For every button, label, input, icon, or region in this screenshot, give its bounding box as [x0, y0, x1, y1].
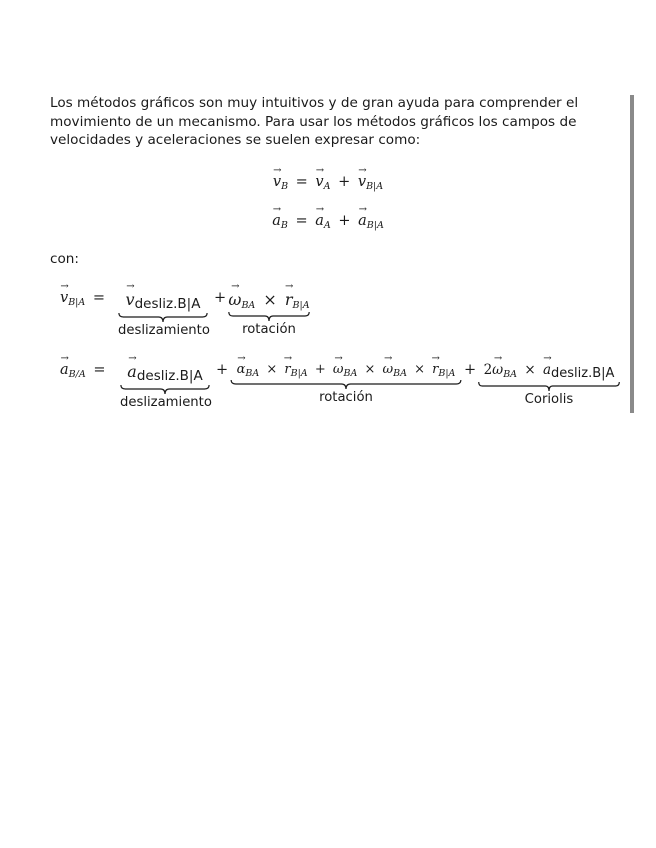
rotation-label: rotación [242, 322, 296, 337]
subscript: B|A [292, 300, 310, 311]
vector-alpha: → α [237, 362, 246, 377]
sliding-label: deslizamiento [118, 323, 210, 338]
subscript: B|A [290, 368, 308, 379]
equals-sign: = [295, 174, 308, 190]
subscript: desliz.B|A [136, 368, 203, 384]
plus-sign: + [464, 362, 477, 378]
subscript: B|A [366, 220, 384, 231]
rotation-term [228, 290, 310, 337]
con-label: con: [50, 251, 79, 267]
subscript: BA [241, 300, 256, 311]
vector-v: → v [273, 174, 281, 190]
subscript: BA [343, 368, 358, 379]
sliding-term [120, 362, 210, 410]
cross-sign: × [414, 362, 425, 377]
subscript: B|A [68, 297, 86, 308]
plus-sign: + [214, 290, 227, 306]
vector-a: → a [60, 362, 69, 378]
rotation-label: rotación [319, 390, 373, 405]
acceleration-breakdown-lhs [60, 362, 108, 380]
paragraph-line: Los métodos gráficos son muy intuitivos y de gran ayuda para comprender el [50, 95, 579, 111]
equals-sign: = [295, 213, 308, 229]
cross-sign: × [524, 362, 536, 378]
underbrace [478, 382, 620, 391]
vector-a: → a [127, 362, 137, 381]
subscript: A [323, 181, 331, 192]
vector-omega: → ω [333, 362, 344, 377]
page-margin-rule [630, 95, 634, 413]
subscript: B|A [366, 181, 384, 192]
vector-v: → v [315, 174, 323, 190]
plus-sign: + [338, 213, 351, 229]
subscript: desliz.B|A [134, 296, 201, 312]
subscript: BA [245, 368, 260, 379]
equals-sign: = [92, 290, 106, 306]
plus-sign: + [338, 174, 351, 190]
subscript: B/A [68, 369, 86, 380]
vector-r: → r [284, 362, 290, 377]
vector-v: → v [60, 290, 68, 306]
subscript: BA [393, 368, 407, 379]
equals-sign: = [93, 362, 106, 378]
coriolis-term [478, 362, 620, 407]
subscript: BA [503, 369, 518, 380]
subscript: desliz.B|A [551, 366, 615, 381]
acceleration-equation [0, 213, 656, 231]
vector-r: → r [285, 290, 293, 309]
underbrace [228, 312, 310, 321]
sliding-label: deslizamiento [120, 395, 212, 410]
plus-sign: + [314, 362, 326, 377]
vector-v: → v [126, 290, 135, 309]
paragraph-line: movimiento de un mecanismo. Para usar los métodos gráficos los campos de [50, 113, 577, 130]
intro-paragraph [50, 94, 622, 150]
sliding-term [118, 290, 208, 338]
vector-v: → v [358, 174, 366, 190]
underbrace [230, 380, 462, 389]
velocity-breakdown-lhs [60, 290, 108, 308]
cross-sign: × [263, 290, 277, 309]
subscript: B [281, 181, 289, 192]
vector-omega: → ω [492, 362, 503, 378]
rotation-term [230, 362, 462, 405]
subscript: B [280, 220, 288, 231]
vector-a: → a [272, 213, 281, 229]
coriolis-label: Coriolis [524, 392, 574, 407]
vector-a: → a [543, 362, 551, 378]
subscript: A [323, 220, 331, 231]
vector-r: → r [432, 362, 438, 377]
paragraph-line: velocidades y aceleraciones se suelen expresar como: [50, 132, 421, 148]
velocity-equation [0, 174, 656, 192]
coefficient: 2 [483, 362, 493, 378]
plus-sign: + [216, 362, 229, 378]
subscript: B|A [438, 368, 456, 379]
underbrace [118, 313, 208, 322]
vector-a: → a [358, 213, 367, 229]
vector-omega: → ω [383, 362, 394, 377]
cross-sign: × [364, 362, 376, 377]
underbrace [120, 385, 210, 394]
cross-sign: × [266, 362, 278, 377]
vector-a: → a [315, 213, 324, 229]
vector-omega: → ω [228, 290, 241, 309]
